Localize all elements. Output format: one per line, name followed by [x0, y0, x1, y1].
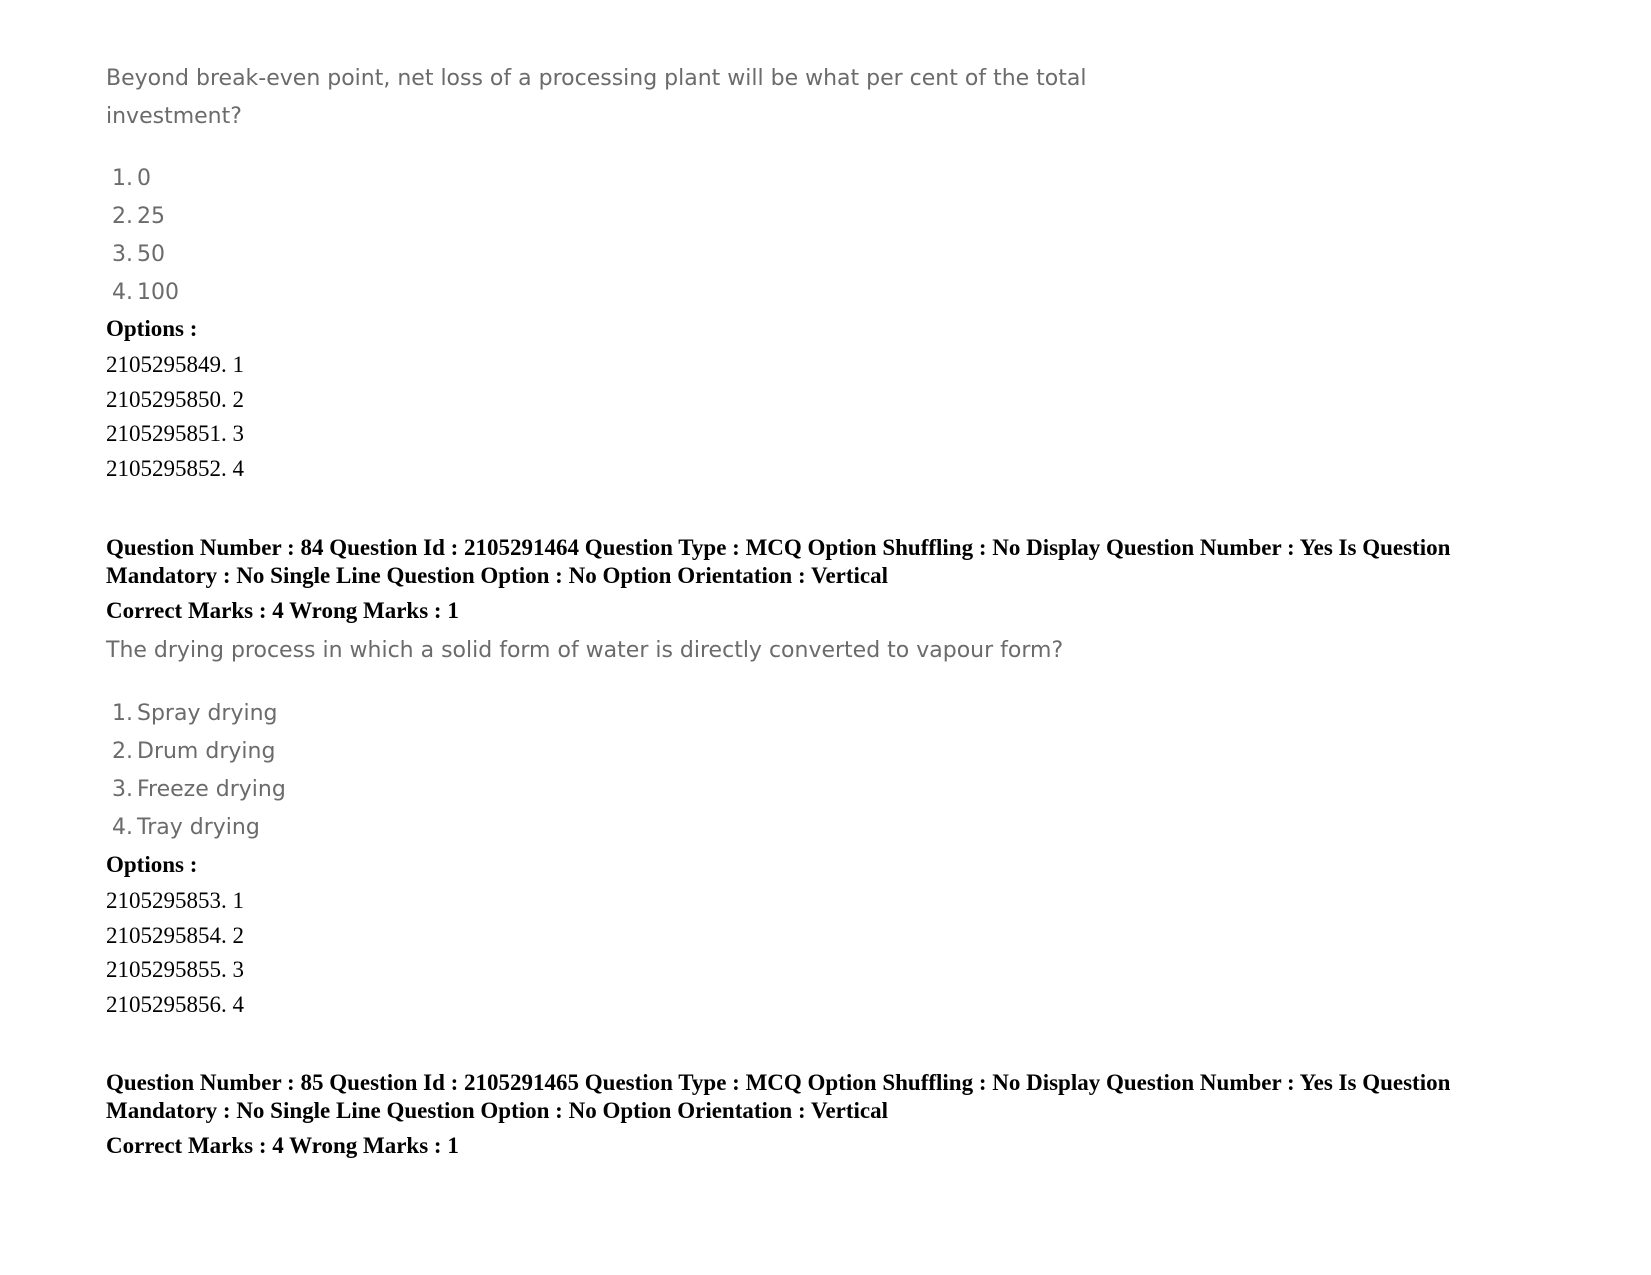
option-item: 2105295856. 4 — [106, 991, 244, 1017]
question-85-meta: Question Number : 85 Question Id : 2105291465 Question Type : MCQ Option Shuffling : No Display Question Number : Yes Is Question Mandatory : No Single Line Question Option : No Option Orientation : Vertical — [106, 1070, 1451, 1123]
option-item: 2105295850. 2 — [106, 386, 244, 412]
question-83-choices — [112, 160, 179, 312]
options-label: Options : — [106, 316, 198, 341]
choice-item: 3. 50 — [112, 242, 165, 267]
question-83-options — [106, 348, 244, 486]
question-84-text: The drying process in which a solid form of water is directly converted to vapour form? — [106, 638, 1064, 663]
option-item: 2105295852. 4 — [106, 455, 244, 481]
question-84-options — [106, 884, 244, 1022]
choice-item: 4. Tray drying — [112, 815, 260, 840]
choice-item: 3. Freeze drying — [112, 777, 286, 802]
option-item: 2105295853. 1 — [106, 888, 244, 913]
choice-item: 1. 0 — [112, 166, 151, 191]
choice-item: 2. 25 — [112, 204, 165, 229]
choice-item: 2. Drum drying — [112, 739, 276, 764]
question-85-marks: Correct Marks : 4 Wrong Marks : 1 — [106, 1133, 459, 1158]
option-item: 2105295855. 3 — [106, 957, 244, 982]
question-84-meta: Question Number : 84 Question Id : 2105291464 Question Type : MCQ Option Shuffling : No Display Question Number : Yes Is Question Mandatory : No Single Line Question Option : No Option Orientation : Vertical — [106, 535, 1451, 588]
question-84-choices — [112, 695, 286, 847]
option-item: 2105295854. 2 — [106, 922, 244, 948]
question-84-marks: Correct Marks : 4 Wrong Marks : 1 — [106, 598, 459, 623]
option-item: 2105295851. 3 — [106, 421, 244, 446]
options-label: Options : — [106, 852, 198, 877]
choice-item: 4. 100 — [112, 280, 179, 305]
choice-item: 1. Spray drying — [112, 701, 278, 726]
option-item: 2105295849. 1 — [106, 352, 244, 377]
question-83-text: Beyond break-even point, net loss of a processing plant will be what per cent of the total investment? — [106, 66, 1087, 129]
